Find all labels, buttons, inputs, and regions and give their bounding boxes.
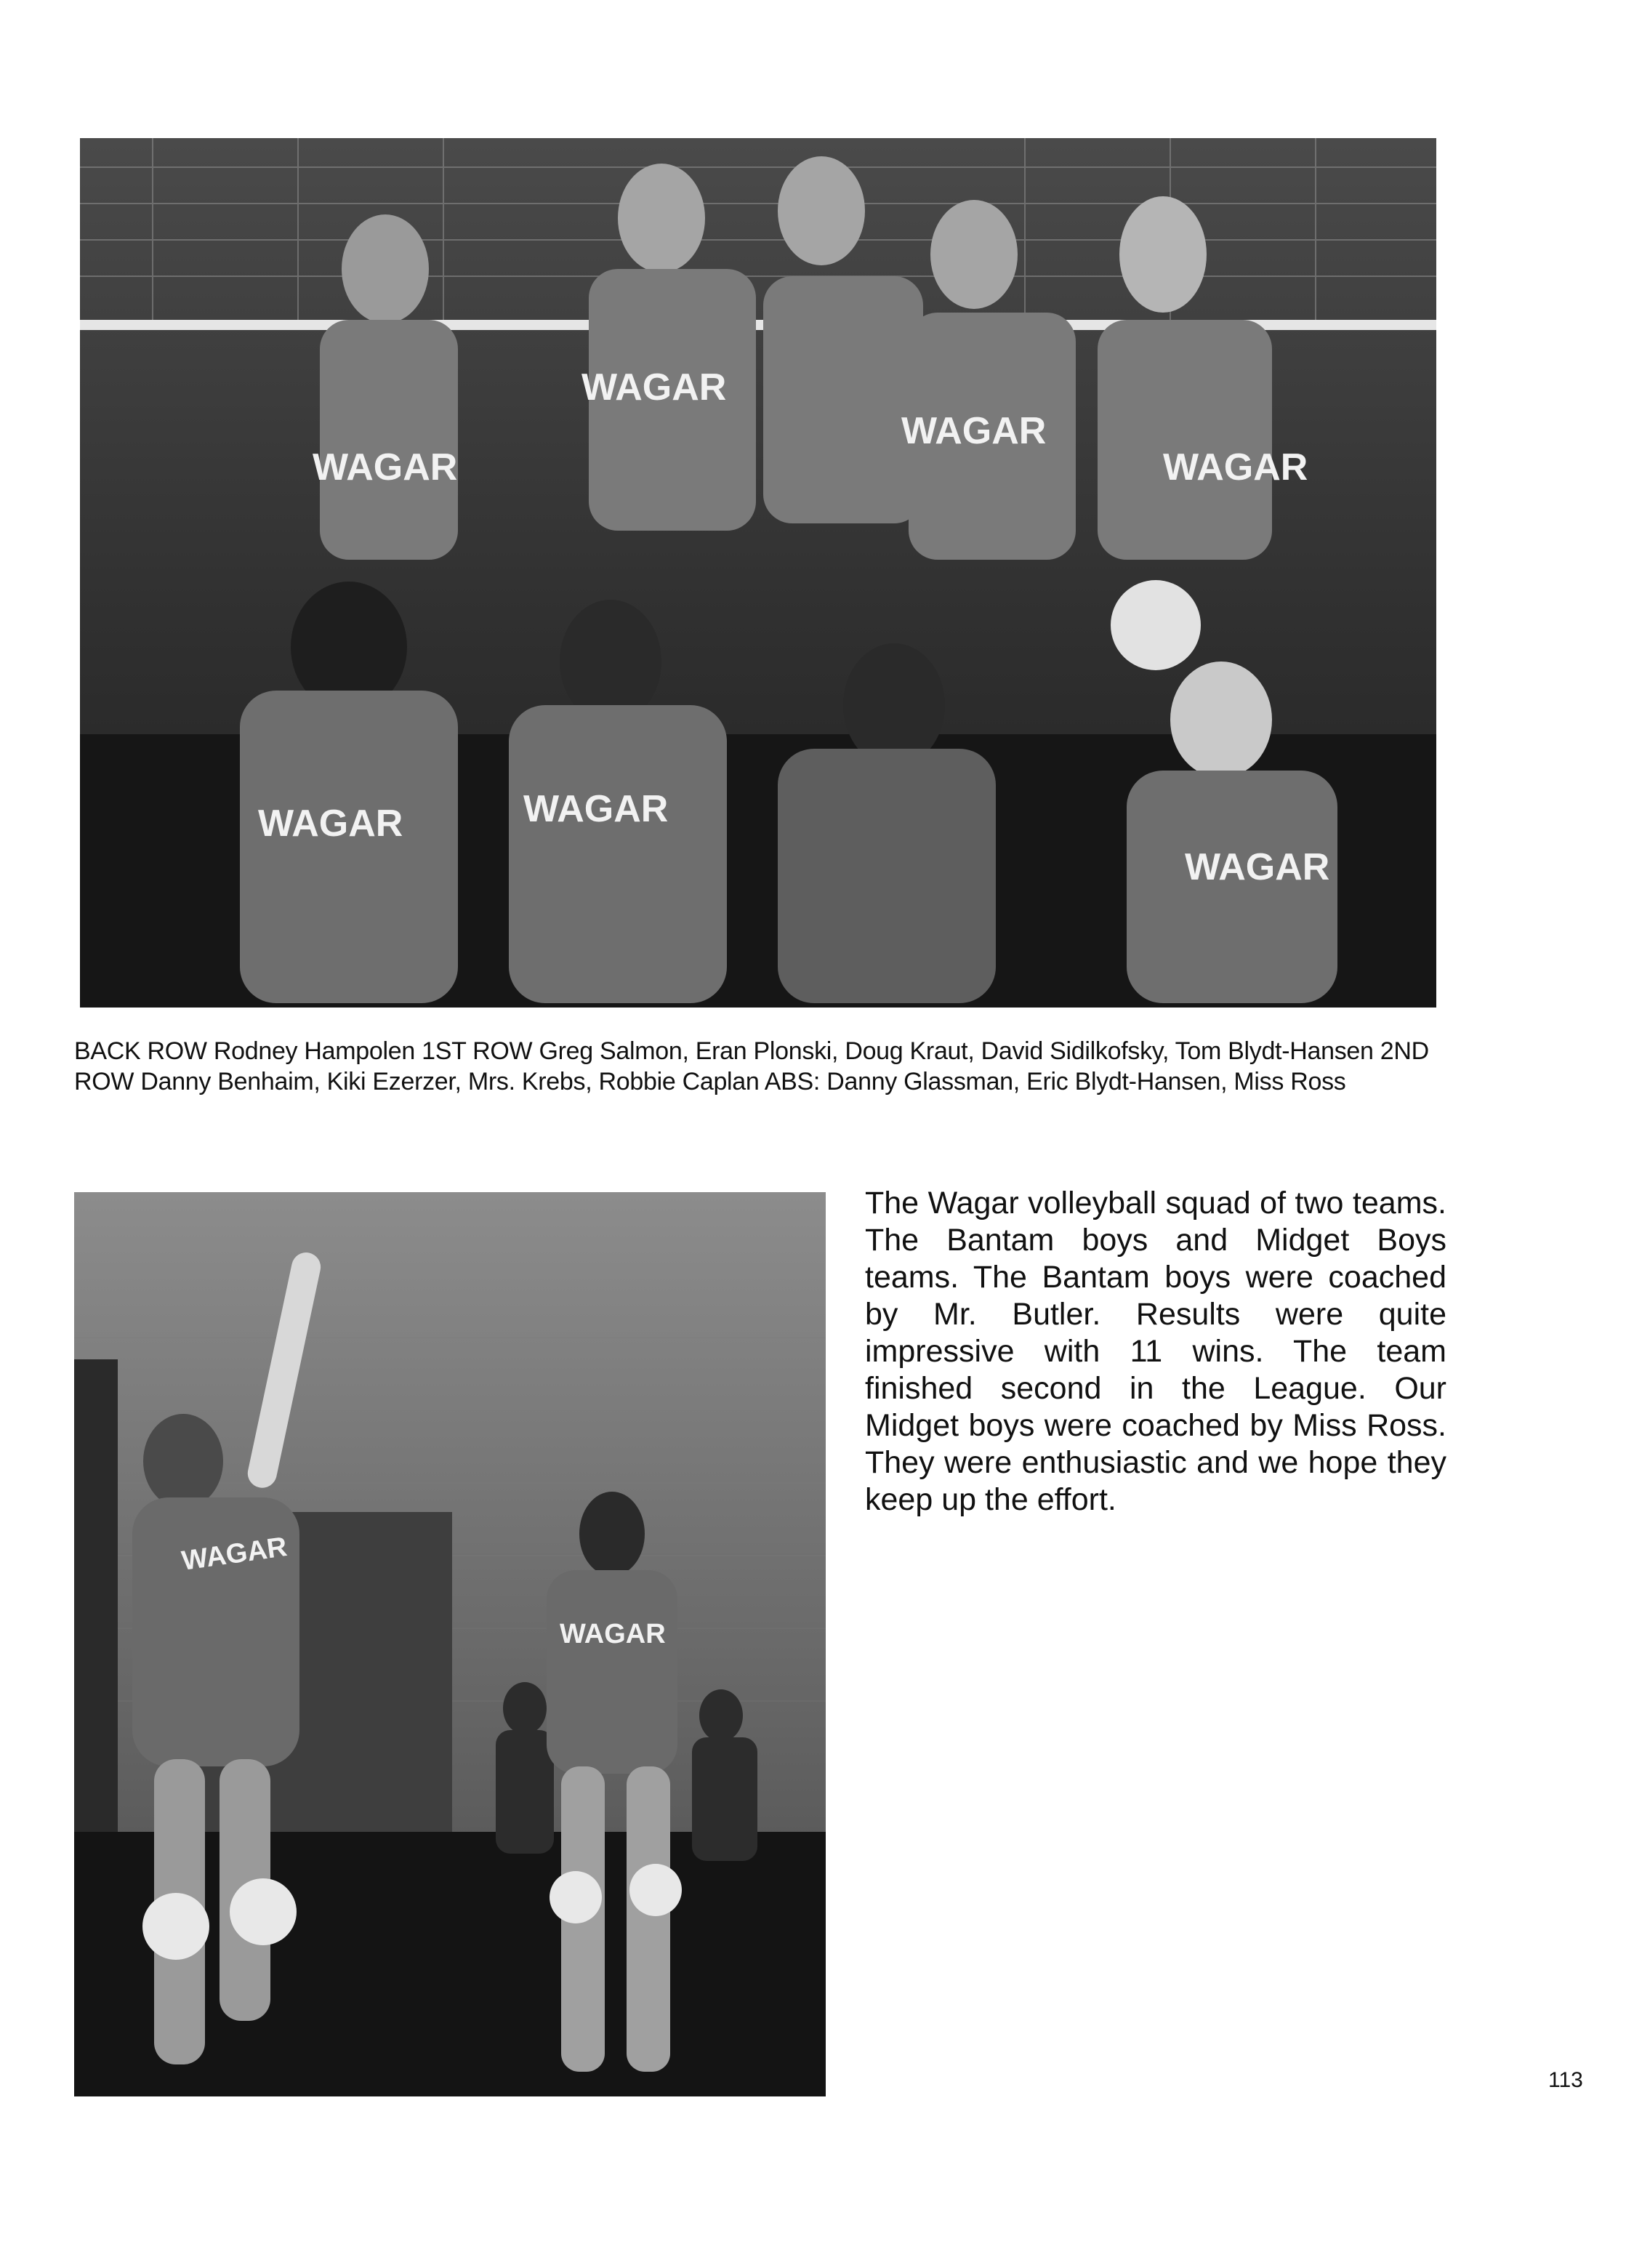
jersey-text: WAGAR xyxy=(1163,446,1308,488)
jersey-text: WAGAR xyxy=(581,366,727,409)
article-text xyxy=(865,1185,1446,1519)
action-photo-image xyxy=(74,1192,826,2096)
action-photo xyxy=(74,1192,826,2096)
jersey-text: WAGAR xyxy=(523,788,669,830)
jersey-text: WAGAR xyxy=(560,1619,666,1649)
article-paragraph: The Wagar volleyball squad of two teams. The Bantam boys and Midget Boys teams. The Bantam boys were coached by Mr. Butler. Results were quite impressive with 11 wins. The team finished second in the League. Our Midget boys were coached by Miss Ross. They were enthusiastic and we hope they keep up the effort. xyxy=(865,1186,1446,1517)
jersey-text: WAGAR xyxy=(1185,846,1330,888)
jersey-text: WAGAR xyxy=(180,1532,289,1577)
team-photo-image xyxy=(80,138,1436,1008)
team-photo xyxy=(80,138,1436,1008)
jersey-text: WAGAR xyxy=(313,446,458,488)
photo-caption: BACK ROW Rodney Hampolen 1ST ROW Greg Salmon, Eran Plonski, Doug Kraut, David Sidilkofsky, Tom Blydt-Hansen 2ND ROW Danny Benhaim, Kiki Ezerzer, Mrs. Krebs, Robbie Caplan ABS: Danny Glassman, Eric Blydt-Hansen, Miss Ross xyxy=(74,1037,1429,1095)
page-number: 113 xyxy=(1548,2068,1583,2092)
volleyball xyxy=(1111,580,1201,670)
jersey-text: WAGAR xyxy=(258,803,403,845)
jersey-text: WAGAR xyxy=(901,410,1047,452)
